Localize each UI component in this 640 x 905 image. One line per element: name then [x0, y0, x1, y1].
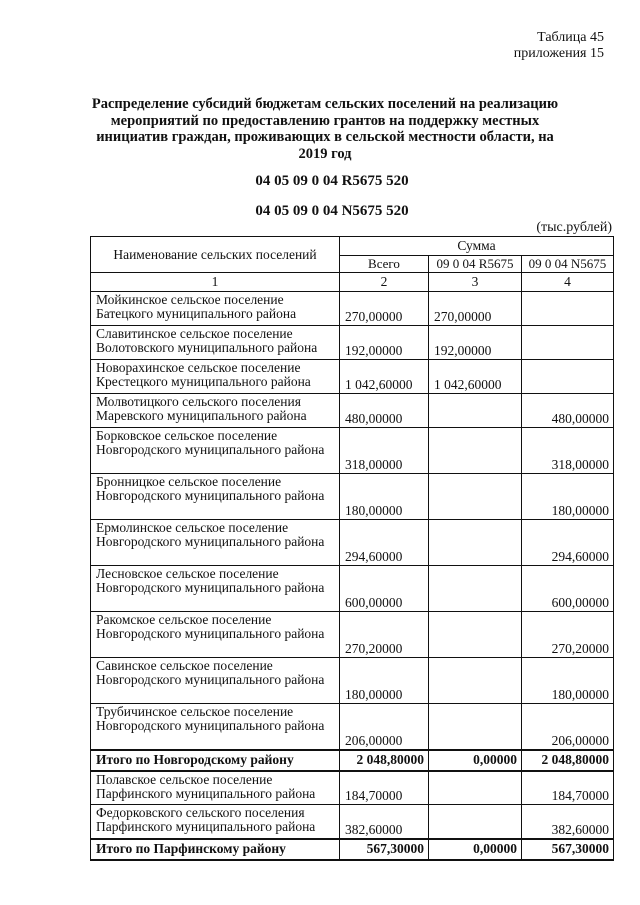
settlement-name: Савинское сельское поселение Новгородского муниципального района: [91, 658, 340, 704]
subtotal-n5675: 567,30000: [522, 839, 614, 860]
amount-total: 184,70000: [340, 771, 429, 805]
appendix-number: приложения 15: [513, 46, 604, 61]
settlement-name: Бронницкое сельское поселение Новгородского муниципального района: [91, 474, 340, 520]
amount-r5675: [429, 428, 522, 474]
amount-r5675: [429, 771, 522, 805]
table-row: [91, 326, 614, 360]
settlement-name: Ермолинское сельское поселение Новгородского муниципального района: [91, 520, 340, 566]
amount-r5675: [429, 474, 522, 520]
subtotal-label: Итого по Новгородскому району: [91, 750, 340, 771]
amount-n5675: 180,00000: [522, 474, 614, 520]
column-number: 3: [429, 273, 522, 292]
amount-total: 180,00000: [340, 474, 429, 520]
amount-n5675: 294,60000: [522, 520, 614, 566]
amount-n5675: 180,00000: [522, 658, 614, 704]
amount-total: 294,60000: [340, 520, 429, 566]
subsidy-table: [90, 236, 614, 861]
header-n5675: 09 0 04 N5675: [522, 256, 614, 273]
column-number: 1: [91, 273, 340, 292]
amount-total: 206,00000: [340, 704, 429, 750]
document-title: Распределение субсидий бюджетам сельских поселений на реализацию мероприятий по предоставлению грантов на поддержку местных инициатив граждан, проживающих в сельской местности области, на 2019 год: [91, 96, 559, 162]
table-row: [91, 771, 614, 805]
table-row: [91, 394, 614, 428]
settlement-name: Новорахинское сельское поселение Крестецкого муниципального района: [91, 360, 340, 394]
subtotal-total: 567,30000: [340, 839, 429, 860]
amount-r5675: 192,00000: [429, 326, 522, 360]
amount-total: 600,00000: [340, 566, 429, 612]
column-number: 4: [522, 273, 614, 292]
table-row: [91, 566, 614, 612]
subtotal-r5675: 0,00000: [429, 750, 522, 771]
amount-total: 1 042,60000: [340, 360, 429, 394]
amount-total: 318,00000: [340, 428, 429, 474]
settlement-name: Мойкинское сельское поселение Батецкого муниципального района: [91, 292, 340, 326]
amount-r5675: [429, 704, 522, 750]
amount-r5675: 1 042,60000: [429, 360, 522, 394]
amount-n5675: 600,00000: [522, 566, 614, 612]
subtotal-r5675: 0,00000: [429, 839, 522, 860]
subtotal-row: [91, 750, 614, 771]
amount-r5675: [429, 566, 522, 612]
table-row: [91, 428, 614, 474]
amount-total: 192,00000: [340, 326, 429, 360]
table-number: Таблица 45: [537, 30, 604, 45]
table-reference: [444, 30, 604, 62]
header-sum: Сумма: [340, 237, 614, 256]
settlement-name: Ракомское сельское поселение Новгородского муниципального района: [91, 612, 340, 658]
amount-n5675: [522, 360, 614, 394]
header-total: Всего: [340, 256, 429, 273]
table-row: [91, 360, 614, 394]
amount-n5675: 318,00000: [522, 428, 614, 474]
amount-n5675: 480,00000: [522, 394, 614, 428]
budget-code-r: 04 05 09 0 04 R5675 520: [255, 173, 409, 189]
amount-r5675: [429, 394, 522, 428]
amount-n5675: [522, 326, 614, 360]
subtotal-row: [91, 839, 614, 860]
subtotal-n5675: 2 048,80000: [522, 750, 614, 771]
amount-n5675: [522, 292, 614, 326]
amount-r5675: 270,00000: [429, 292, 522, 326]
amount-n5675: 206,00000: [522, 704, 614, 750]
table-row: [91, 704, 614, 750]
amount-r5675: [429, 520, 522, 566]
settlement-name: Лесновское сельское поселение Новгородского муниципального района: [91, 566, 340, 612]
table-row: [91, 474, 614, 520]
settlement-name: Славитинское сельское поселение Волотовского муниципального района: [91, 326, 340, 360]
amount-total: 180,00000: [340, 658, 429, 704]
table-row: [91, 658, 614, 704]
amount-total: 270,20000: [340, 612, 429, 658]
table-row: [91, 292, 614, 326]
settlement-name: Федорковского сельского поселения Парфинского муниципального района: [91, 805, 340, 839]
table-row: [91, 520, 614, 566]
subtotal-total: 2 048,80000: [340, 750, 429, 771]
subtotal-label: Итого по Парфинскому району: [91, 839, 340, 860]
settlement-name: Трубичинское сельское поселение Новгородского муниципального района: [91, 704, 340, 750]
header-settlement-name: Наименование сельских поселений: [91, 237, 340, 273]
budget-code-n: 04 05 09 0 04 N5675 520: [255, 203, 409, 219]
amount-total: 480,00000: [340, 394, 429, 428]
amount-total: 382,60000: [340, 805, 429, 839]
amount-r5675: [429, 805, 522, 839]
amount-total: 270,00000: [340, 292, 429, 326]
amount-r5675: [429, 612, 522, 658]
amount-n5675: 184,70000: [522, 771, 614, 805]
header-r5675: 09 0 04 R5675: [429, 256, 522, 273]
amount-r5675: [429, 658, 522, 704]
settlement-name: Молвотицкого сельского поселения Маревского муниципального района: [91, 394, 340, 428]
table-row: [91, 805, 614, 839]
table-row: [91, 612, 614, 658]
amount-n5675: 270,20000: [522, 612, 614, 658]
units-label: (тыс.рублей): [536, 220, 612, 235]
amount-n5675: 382,60000: [522, 805, 614, 839]
settlement-name: Полавское сельское поселение Парфинского муниципального района: [91, 771, 340, 805]
settlement-name: Борковское сельское поселение Новгородского муниципального района: [91, 428, 340, 474]
column-number: 2: [340, 273, 429, 292]
